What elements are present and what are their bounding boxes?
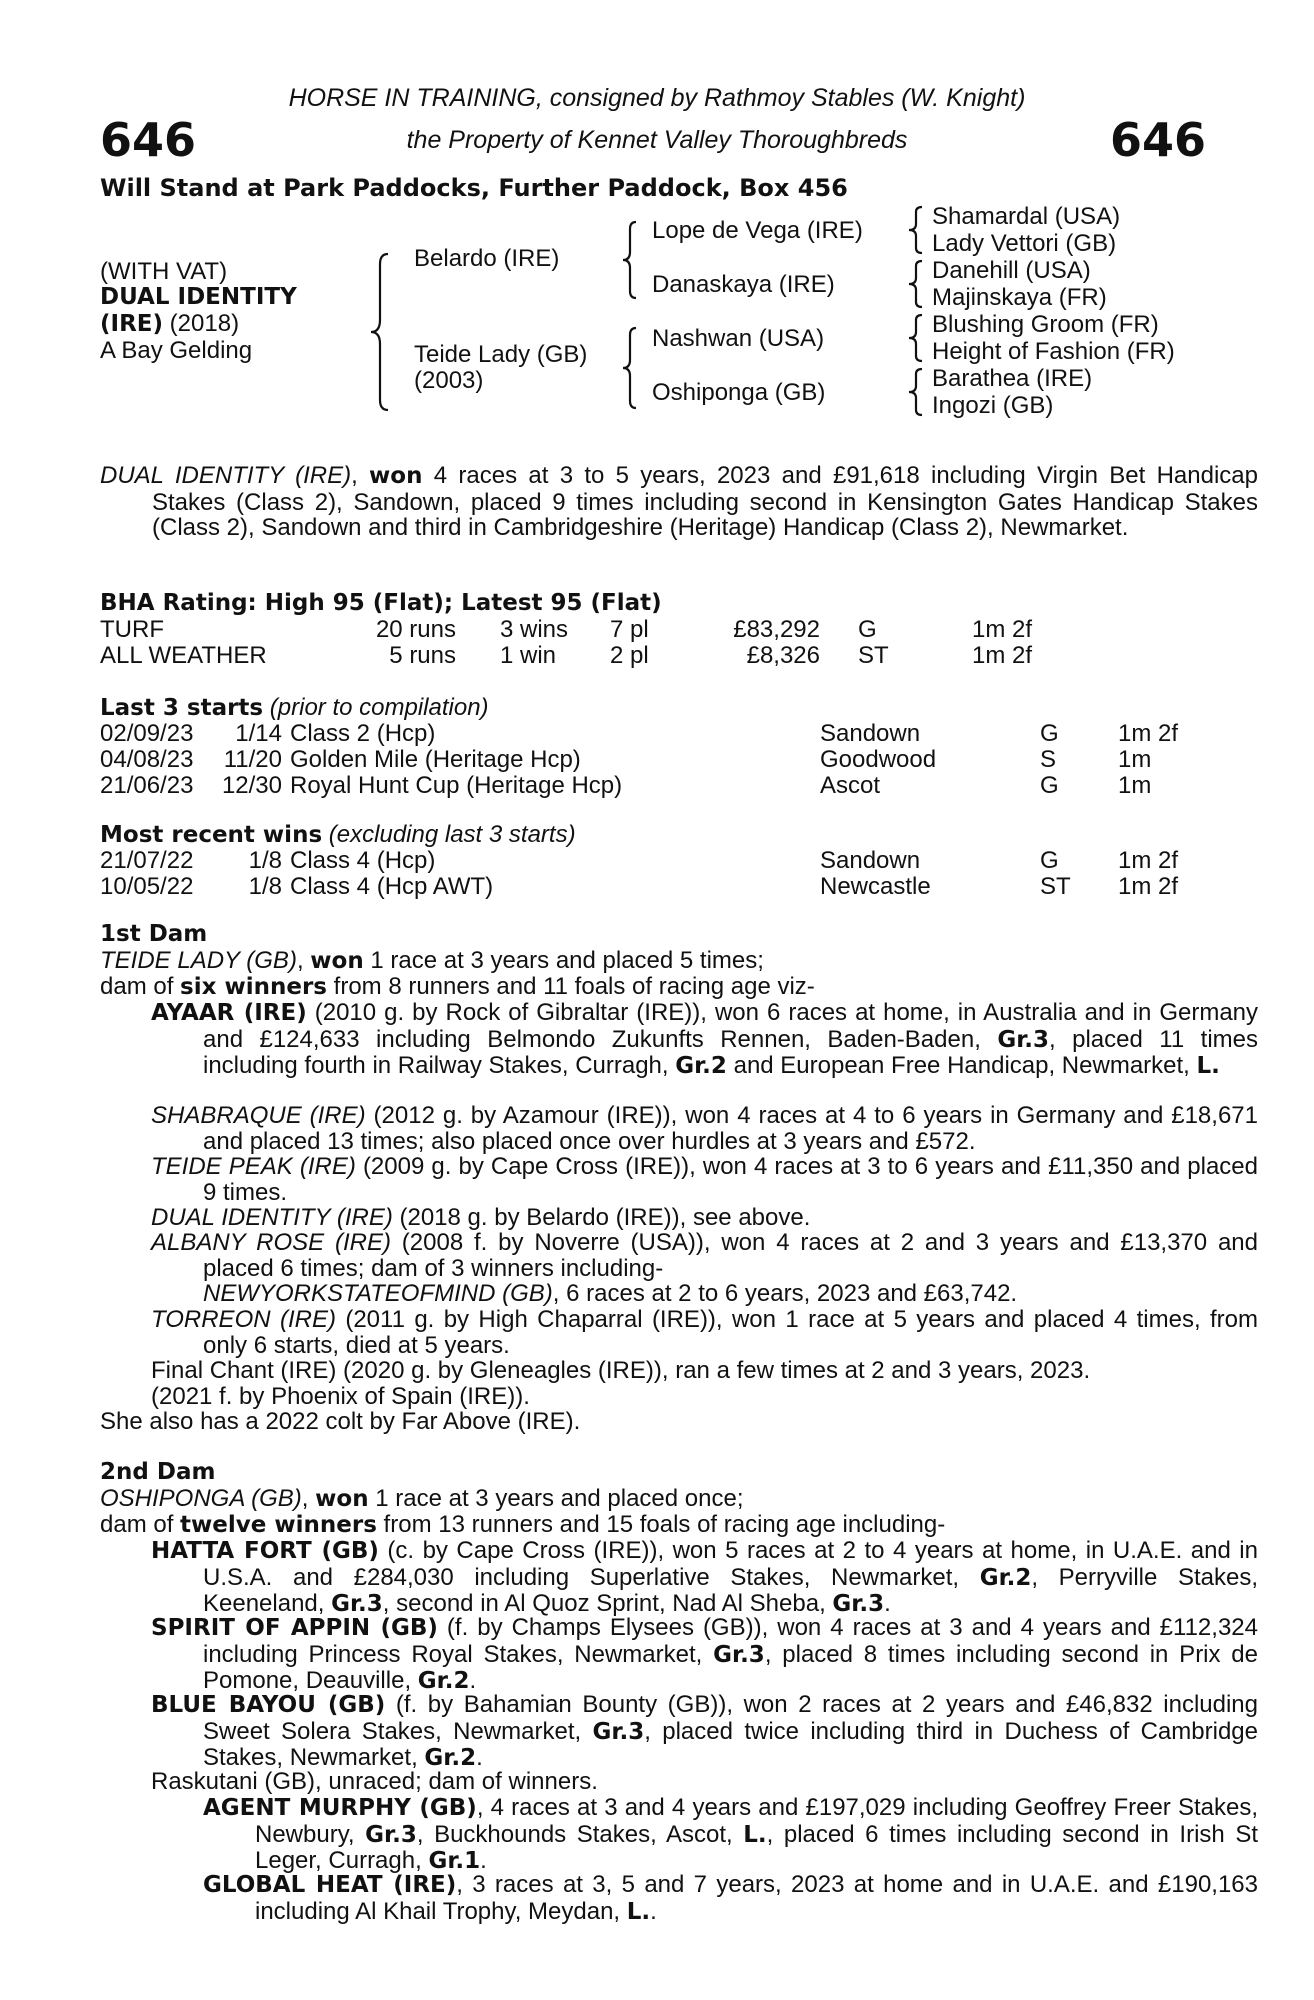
dam: Teide Lady (GB) <box>414 341 588 368</box>
horse-name: DUAL IDENTITY <box>100 284 297 310</box>
brace-g3-4 <box>906 367 926 417</box>
progeny-raskutani: Raskutani (GB), unraced; dam of winners. <box>151 1768 598 1795</box>
brace-sire-line <box>620 220 640 300</box>
progeny-2021-filly: (2021 f. by Phoenix of Spain (IRE)). <box>151 1383 530 1410</box>
progeny-albany-rose: ALBANY ROSE (IRE) (2008 f. by Noverre (USA)), won 4 races at 2 and 3 years and £13,370 and placed 6 times; dam of 3 winners including- <box>151 1229 1258 1282</box>
recent-wins-heading: Most recent wins (excluding last 3 starts) <box>100 821 576 848</box>
sire-dam: Danaskaya (IRE) <box>652 271 835 298</box>
horse-name-line2: (IRE) (2018) <box>100 310 240 337</box>
last-starts-heading: Last 3 starts (prior to compilation) <box>100 694 489 721</box>
g3-majinskaya: Majinskaya (FR) <box>932 284 1107 311</box>
sire: Belardo (IRE) <box>414 245 560 272</box>
race-summary: DUAL IDENTITY (IRE), won 4 races at 3 to 5 years, 2023 and £91,618 including Virgin Bet Handicap Stakes (Class 2), Sandown, placed 9 times including second in Kensington Gates Handicap Stakes (Class 2), Sandown and third in Cambridgeshire (Heritage) Handicap (Class 2), Newmarket. <box>100 462 1258 542</box>
brace-gen1 <box>368 252 392 412</box>
dam-sire: Nashwan (USA) <box>652 325 825 352</box>
bha-rating: BHA Rating: High 95 (Flat); Latest 95 (Flat) <box>100 590 662 616</box>
progeny-shabraque: SHABRAQUE (IRE) (2012 g. by Azamour (IRE)), won 4 races at 4 to 6 years in Germany and £18,671 and placed 13 times; also placed once over hurdles at 3 years and £572. <box>151 1102 1258 1155</box>
second-dam-produce: dam of twelve winners from 13 runners and 15 foals of racing age including- <box>100 1511 946 1538</box>
progeny-teide-peak: TEIDE PEAK (IRE) (2009 g. by Cape Cross (IRE)), won 4 races at 3 to 6 years and £11,350 and placed 9 times. <box>151 1153 1258 1206</box>
grand-progeny-global-heat: GLOBAL HEAT (IRE), 3 races at 3, 5 and 7 years, 2023 at home and in U.A.E. and £190,163 including Al Khail Trophy, Meydan, L.. <box>203 1871 1258 1925</box>
progeny-blue-bayou: BLUE BAYOU (GB) (f. by Bahamian Bounty (GB)), won 2 races at 2 years and £46,832 including Sweet Solera Stakes, Newmarket, Gr.3, placed twice including third in Duchess of Cambridge Stakes, Newmarket, Gr.2. <box>151 1691 1258 1772</box>
g3-danehill: Danehill (USA) <box>932 257 1091 284</box>
dam-year: (2003) <box>414 367 484 394</box>
sire-sire: Lope de Vega (IRE) <box>652 217 863 244</box>
g3-barathea: Barathea (IRE) <box>932 365 1093 392</box>
horse-description: A Bay Gelding <box>100 337 253 364</box>
first-dam-heading: 1st Dam <box>100 921 208 947</box>
second-dam-record: OSHIPONGA (GB), won 1 race at 3 years and placed once; <box>100 1485 744 1512</box>
g3-shamardal: Shamardal (USA) <box>932 203 1121 230</box>
win-row: 10/05/22 1/8 Class 4 (Hcp AWT) Newcastle ST 1m 2f <box>100 873 1179 900</box>
brace-g3-1 <box>906 205 926 255</box>
g3-ingozi: Ingozi (GB) <box>932 392 1054 419</box>
first-dam-produce: dam of six winners from 8 runners and 11 foals of racing age viz- <box>100 973 815 1000</box>
brace-g3-3 <box>906 313 926 363</box>
brace-dam-line <box>620 326 640 410</box>
progeny-ayaar: AYAAR (IRE) (2010 g. by Rock of Gibraltar (IRE)), won 6 races at home, in Australia and in Germany and £124,633 including Belmondo Zukunfts Rennen, Baden-Baden, Gr.3, placed 11 times including fourth in Railway Stakes, Curragh, Gr.2 and European Free Handicap, Newmarket, L. <box>151 999 1259 1080</box>
progeny-dual-identity: DUAL IDENTITY (IRE) (2018 g. by Belardo (IRE)), see above. <box>151 1204 811 1231</box>
stats-row-all-weather: ALL WEATHER 5 runs 1 win 2 pl £8,326 ST 1m 2f <box>100 642 1033 669</box>
brace-g3-2 <box>906 259 926 309</box>
progeny-hatta-fort: HATTA FORT (GB) (c. by Cape Cross (IRE)), won 5 races at 2 to 4 years at home, in U.A.E. and in U.S.A. and £284,030 including Superlative Stakes, Newmarket, Gr.2, Perryville Stakes, Keeneland, Gr.3, second in Al Quoz Sprint, Nad Al Sheba, Gr.3. <box>151 1537 1258 1618</box>
g3-height-of-fashion: Height of Fashion (FR) <box>932 338 1175 365</box>
win-row: 21/07/22 1/8 Class 4 (Hcp) Sandown G 1m 2f <box>100 847 1179 874</box>
vat-note: (WITH VAT) <box>100 258 228 285</box>
grand-progeny-agent-murphy: AGENT MURPHY (GB), 4 races at 3 and 4 years and £197,029 including Geoffrey Freer Stakes, Newbury, Gr.3, Buckhounds Stakes, Ascot, L., placed 6 times including second in Irish St Leger, Curragh, Gr.1. <box>203 1794 1259 1875</box>
first-dam-record: TEIDE LADY (GB), won 1 race at 3 years and placed 5 times; <box>100 947 764 974</box>
dam-dam: Oshiponga (GB) <box>652 379 826 406</box>
stats-row-turf: TURF 20 runs 3 wins 7 pl £83,292 G 1m 2f <box>100 616 1033 643</box>
progeny-final-chant: Final Chant (IRE) (2020 g. by Gleneagles (IRE)), ran a few times at 2 and 3 years, 2023. <box>151 1357 1091 1384</box>
progeny-torreon: TORREON (IRE) (2011 g. by High Chaparral (IRE)), won 1 race at 5 years and placed 4 times, from only 6 starts, died at 5 years. <box>151 1306 1259 1359</box>
lot-number-left: 646 <box>100 113 197 167</box>
second-dam-heading: 2nd Dam <box>100 1459 216 1485</box>
progeny-spirit-of-appin: SPIRIT OF APPIN (GB) (f. by Champs Elysees (GB)), won 4 races at 3 and 4 years and £112,324 including Princess Royal Stakes, Newmarket, Gr.3, placed 8 times including second in Prix de Pomone, Deauville, Gr.2. <box>151 1614 1258 1695</box>
stable-location: Will Stand at Park Paddocks, Further Paddock, Box 456 <box>100 174 848 202</box>
consigned-line: HORSE IN TRAINING, consigned by Rathmoy Stables (W. Knight) <box>288 84 1026 112</box>
g3-blushing-groom: Blushing Groom (FR) <box>932 311 1159 338</box>
g3-lady-vettori: Lady Vettori (GB) <box>932 230 1117 257</box>
start-row: 02/09/23 1/14 Class 2 (Hcp) Sandown G 1m 2f <box>100 720 1179 747</box>
start-row: 21/06/23 12/30 Royal Hunt Cup (Heritage Hcp) Ascot G 1m <box>100 772 1152 799</box>
lot-number-right: 646 <box>1109 113 1206 167</box>
start-row: 04/08/23 11/20 Golden Mile (Heritage Hcp) Goodwood S 1m <box>100 746 1152 773</box>
progeny-2022-colt: She also has a 2022 colt by Far Above (IRE). <box>100 1408 581 1435</box>
grand-progeny-newyorkstateofmind: NEWYORKSTATEOFMIND (GB), 6 races at 2 to 6 years, 2023 and £63,742. <box>203 1280 1018 1307</box>
property-line: the Property of Kennet Valley Thoroughbreds <box>406 126 908 154</box>
